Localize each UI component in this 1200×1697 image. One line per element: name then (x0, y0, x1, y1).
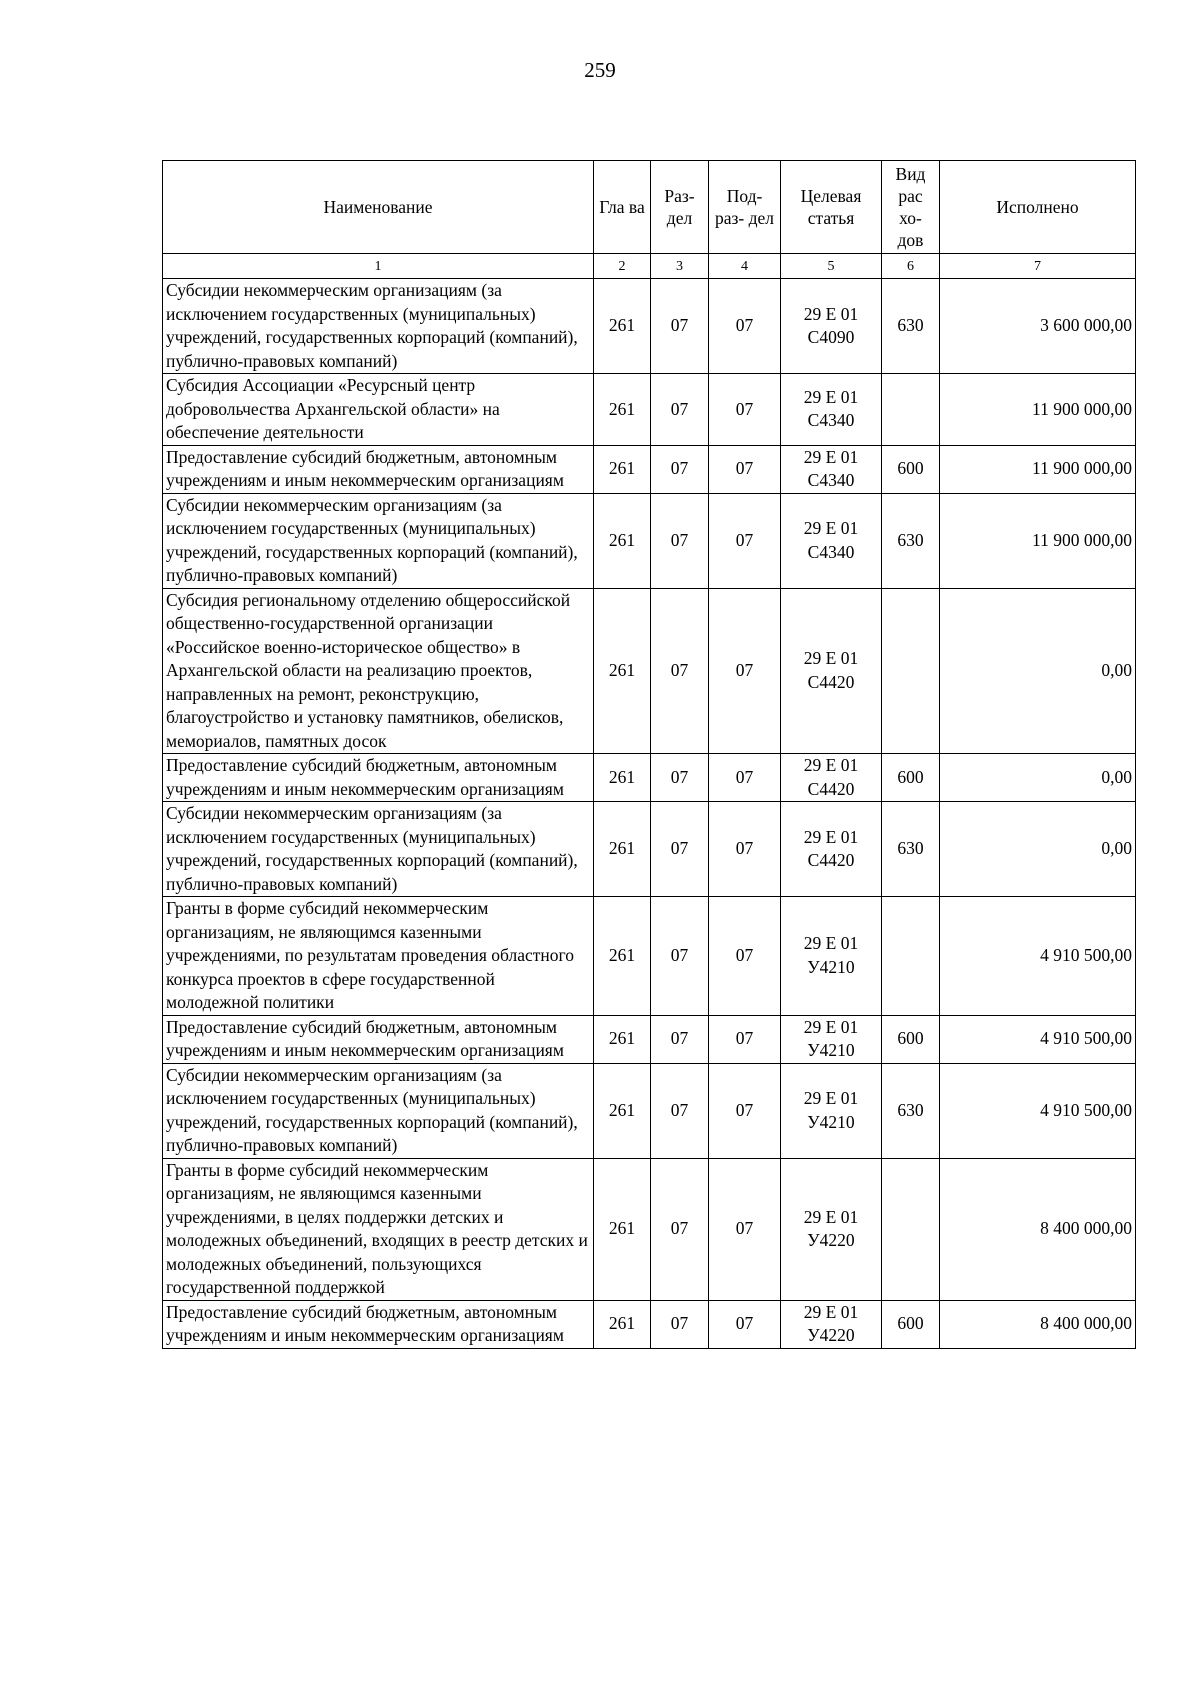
header-podrazdel: Под- раз- дел (709, 161, 781, 254)
target-code-line: 29 Е 01 (803, 933, 859, 954)
row-razdel: 07 (651, 374, 709, 446)
target-code-line: 29 Е 01 (803, 648, 859, 669)
row-vid: 600 (882, 754, 940, 802)
row-podrazdel: 07 (709, 445, 781, 493)
row-name: Субсидии некоммерческим организациям (за исключением государственных (муниципальных) учреждений, государственных корпораций (компаний), публично-правовых компаний) (163, 802, 594, 897)
row-target (781, 1158, 882, 1300)
row-vid: 630 (882, 493, 940, 588)
row-podrazdel: 07 (709, 1015, 781, 1063)
row-glava: 261 (594, 445, 651, 493)
row-podrazdel: 07 (709, 754, 781, 802)
row-name: Предоставление субсидий бюджетным, автономным учреждениям и иным некоммерческим организациям (163, 1300, 594, 1348)
row-vid (882, 1158, 940, 1300)
table-row (163, 445, 1136, 493)
column-number: 6 (882, 254, 940, 279)
row-target (781, 1063, 882, 1158)
row-amount: 8 400 000,00 (940, 1158, 1136, 1300)
row-razdel: 07 (651, 1015, 709, 1063)
target-code-line: 29 Е 01 (803, 1016, 859, 1037)
row-podrazdel: 07 (709, 1063, 781, 1158)
header-name: Наименование (163, 161, 594, 254)
row-amount: 0,00 (940, 754, 1136, 802)
table-row (163, 588, 1136, 754)
row-podrazdel: 07 (709, 1300, 781, 1348)
row-name: Субсидии некоммерческим организациям (за исключением государственных (муниципальных) учреждений, государственных корпораций (компаний), публично-правовых компаний) (163, 279, 594, 374)
target-code-line: У4210 (807, 1040, 855, 1060)
table-row (163, 374, 1136, 446)
target-code-line: С4420 (807, 671, 855, 692)
column-number-row (163, 254, 1136, 279)
row-razdel: 07 (651, 802, 709, 897)
row-amount: 4 910 500,00 (940, 1015, 1136, 1063)
row-vid: 600 (882, 1300, 940, 1348)
row-razdel: 07 (651, 897, 709, 1016)
row-amount: 8 400 000,00 (940, 1300, 1136, 1348)
target-code-line: 29 Е 01 (803, 1206, 859, 1227)
row-razdel: 07 (651, 588, 709, 754)
header-amount: Исполнено (940, 161, 1136, 254)
row-podrazdel: 07 (709, 802, 781, 897)
row-razdel: 07 (651, 1158, 709, 1300)
row-amount: 0,00 (940, 588, 1136, 754)
table-row (163, 279, 1136, 374)
row-razdel: 07 (651, 493, 709, 588)
row-podrazdel: 07 (709, 588, 781, 754)
row-target (781, 754, 882, 802)
table-row (163, 493, 1136, 588)
row-target (781, 374, 882, 446)
header-glava: Гла ва (594, 161, 651, 254)
table-body (163, 279, 1136, 1349)
row-vid (882, 374, 940, 446)
column-number: 7 (940, 254, 1136, 279)
row-vid: 630 (882, 1063, 940, 1158)
target-code-line: У4220 (807, 1230, 855, 1250)
header-razdel: Раз- дел (651, 161, 709, 254)
target-code-line: С4340 (807, 410, 855, 431)
row-vid (882, 897, 940, 1016)
row-podrazdel: 07 (709, 493, 781, 588)
row-podrazdel: 07 (709, 1158, 781, 1300)
target-code-line: 29 Е 01 (803, 1088, 859, 1108)
header-row (163, 161, 1136, 254)
table-row (163, 1300, 1136, 1348)
row-glava: 261 (594, 374, 651, 446)
target-code-line: 29 Е 01 (803, 303, 859, 324)
table-row (163, 802, 1136, 897)
row-amount: 11 900 000,00 (940, 445, 1136, 493)
table-row (163, 897, 1136, 1016)
row-glava: 261 (594, 754, 651, 802)
table-row (163, 1158, 1136, 1300)
column-number: 1 (163, 254, 594, 279)
column-number: 2 (594, 254, 651, 279)
column-number: 3 (651, 254, 709, 279)
row-razdel: 07 (651, 1063, 709, 1158)
target-code-line: 29 Е 01 (803, 1301, 859, 1322)
row-name: Субсидия Ассоциации «Ресурсный центр добровольчества Архангельской области» на обеспечение деятельности (163, 374, 594, 446)
row-target (781, 445, 882, 493)
row-target (781, 588, 882, 754)
row-vid (882, 588, 940, 754)
row-vid: 630 (882, 802, 940, 897)
row-name: Субсидии некоммерческим организациям (за исключением государственных (муниципальных) учреждений, государственных корпораций (компаний), публично-правовых компаний) (163, 493, 594, 588)
target-code-line: У4210 (807, 956, 855, 977)
row-podrazdel: 07 (709, 279, 781, 374)
row-razdel: 07 (651, 445, 709, 493)
target-code-line: У4220 (807, 1325, 855, 1345)
target-code-line: С4340 (807, 541, 855, 562)
row-name: Предоставление субсидий бюджетным, автономным учреждениям и иным некоммерческим организациям (163, 754, 594, 802)
table-row (163, 1015, 1136, 1063)
row-glava: 261 (594, 588, 651, 754)
row-podrazdel: 07 (709, 374, 781, 446)
row-glava: 261 (594, 897, 651, 1016)
target-code-line: 29 Е 01 (803, 826, 859, 847)
table-row (163, 1063, 1136, 1158)
row-glava: 261 (594, 279, 651, 374)
header-target: Целевая статья (781, 161, 882, 254)
row-amount: 0,00 (940, 802, 1136, 897)
row-podrazdel: 07 (709, 897, 781, 1016)
target-code-line: 29 Е 01 (803, 446, 859, 467)
target-code-line: С4340 (807, 470, 855, 490)
row-name: Предоставление субсидий бюджетным, автономным учреждениям и иным некоммерческим организациям (163, 1015, 594, 1063)
row-target (781, 279, 882, 374)
row-name: Субсидия региональному отделению общероссийской общественно-государственной организации «Российское военно-историческое общество» в Архангельской области на реализацию проектов, направленных на ремонт, реконструкцию, благоустройство и установку памятников, обелисков, мемориалов, памятных досок (163, 588, 594, 754)
target-code-line: С4420 (807, 778, 855, 799)
target-code-line: С4090 (807, 327, 855, 347)
target-code-line: 29 Е 01 (803, 386, 859, 407)
row-glava: 261 (594, 802, 651, 897)
row-amount: 3 600 000,00 (940, 279, 1136, 374)
row-name: Субсидии некоммерческим организациям (за исключением государственных (муниципальных) учреждений, государственных корпораций (компаний), публично-правовых компаний) (163, 1063, 594, 1158)
target-code-line: С4420 (807, 850, 855, 870)
row-name: Гранты в форме субсидий некоммерческим организациям, не являющимся казенными учреждениями, в целях поддержки детских и молодежных объединений, входящих в реестр детских и молодежных объединений, пользующихся государственной поддержкой (163, 1158, 594, 1300)
target-code-line: 29 Е 01 (803, 755, 859, 775)
row-glava: 261 (594, 493, 651, 588)
row-name: Предоставление субсидий бюджетным, автономным учреждениям и иным некоммерческим организациям (163, 445, 594, 493)
row-vid: 600 (882, 1015, 940, 1063)
page-number: 259 (584, 58, 616, 82)
row-target (781, 802, 882, 897)
row-glava: 261 (594, 1015, 651, 1063)
column-number: 4 (709, 254, 781, 279)
row-target (781, 493, 882, 588)
row-target (781, 1015, 882, 1063)
row-target (781, 1300, 882, 1348)
row-razdel: 07 (651, 279, 709, 374)
table-row (163, 754, 1136, 802)
header-vid: Вид рас хо- дов (882, 161, 940, 254)
row-glava: 261 (594, 1158, 651, 1300)
row-glava: 261 (594, 1300, 651, 1348)
row-amount: 11 900 000,00 (940, 493, 1136, 588)
column-number: 5 (781, 254, 882, 279)
row-amount: 4 910 500,00 (940, 1063, 1136, 1158)
row-razdel: 07 (651, 1300, 709, 1348)
row-glava: 261 (594, 1063, 651, 1158)
row-vid: 630 (882, 279, 940, 374)
row-amount: 4 910 500,00 (940, 897, 1136, 1016)
row-razdel: 07 (651, 754, 709, 802)
row-name: Гранты в форме субсидий некоммерческим организациям, не являющимся казенными учреждениями, по результатам проведения областного конкурса проектов в сфере государственной молодежной политики (163, 897, 594, 1016)
row-amount: 11 900 000,00 (940, 374, 1136, 446)
row-target (781, 897, 882, 1016)
row-vid: 600 (882, 445, 940, 493)
target-code-line: 29 Е 01 (803, 518, 859, 538)
budget-table (162, 160, 1136, 1349)
target-code-line: У4210 (807, 1111, 855, 1132)
